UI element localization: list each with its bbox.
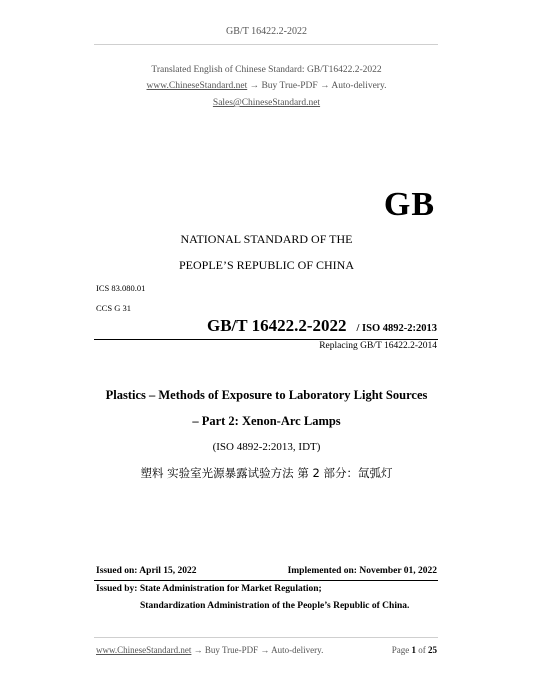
standard-divider: [94, 339, 438, 340]
total-pages: 25: [428, 645, 437, 655]
footer-buy-notice: [96, 645, 323, 655]
email-link[interactable]: Sales@ChineseStandard.net: [212, 98, 321, 108]
dates-divider: [94, 580, 438, 581]
footer-site-link[interactable]: www.ChineseStandard.net: [96, 645, 192, 655]
replacing-note: Replacing GB/T 16422.2-2014: [319, 341, 437, 351]
issuer-line2: Standardization Administration of the People’s Republic of China.: [140, 601, 410, 611]
standard-number-line: [207, 316, 437, 336]
ics-code: ICS 83.080.01: [96, 283, 146, 293]
buy-notice: [0, 81, 533, 91]
implemented-date: Implemented on: November 01, 2022: [287, 566, 437, 576]
iso-equivalent: (ISO 4892-2:2013, IDT): [212, 441, 321, 453]
header-divider: [94, 44, 438, 45]
of-label: of: [418, 645, 426, 655]
page-number: 1: [411, 645, 416, 655]
document-title-line1: Plastics – Methods of Exposure to Laboratory Light Sources: [105, 388, 428, 402]
issued-date: Issued on: April 15, 2022: [96, 566, 197, 576]
site-link[interactable]: www.ChineseStandard.net: [146, 81, 248, 91]
footer-buy-text: → Buy True-PDF → Auto-delivery.: [193, 645, 324, 655]
email-line: [0, 98, 533, 108]
national-title-line1: NATIONAL STANDARD OF THE: [180, 232, 353, 246]
header-code: GB/T 16422.2-2022: [226, 26, 307, 37]
iso-reference: / ISO 4892-2:2013: [356, 323, 437, 334]
issuer-line1: Issued by: State Administration for Market Regulation;: [96, 584, 322, 594]
footer-divider: [94, 637, 438, 638]
document-title-line2: – Part 2: Xenon-Arc Lamps: [192, 414, 341, 428]
standard-number: GB/T 16422.2-2022: [207, 316, 347, 335]
ccs-code: CCS G 31: [96, 303, 131, 313]
page-label: Page: [391, 645, 410, 655]
translation-notice: Translated English of Chinese Standard: GB/T16422.2-2022: [151, 65, 382, 75]
chinese-title: 塑料 实验室光源暴露试验方法 第 2 部分：氙弧灯: [140, 466, 393, 480]
page-indicator: [392, 645, 437, 655]
national-title-line2: PEOPLE’S REPUBLIC OF CHINA: [178, 258, 355, 272]
buy-text: → Buy True-PDF → Auto-delivery.: [249, 81, 387, 91]
gb-logo: GB: [383, 186, 435, 223]
